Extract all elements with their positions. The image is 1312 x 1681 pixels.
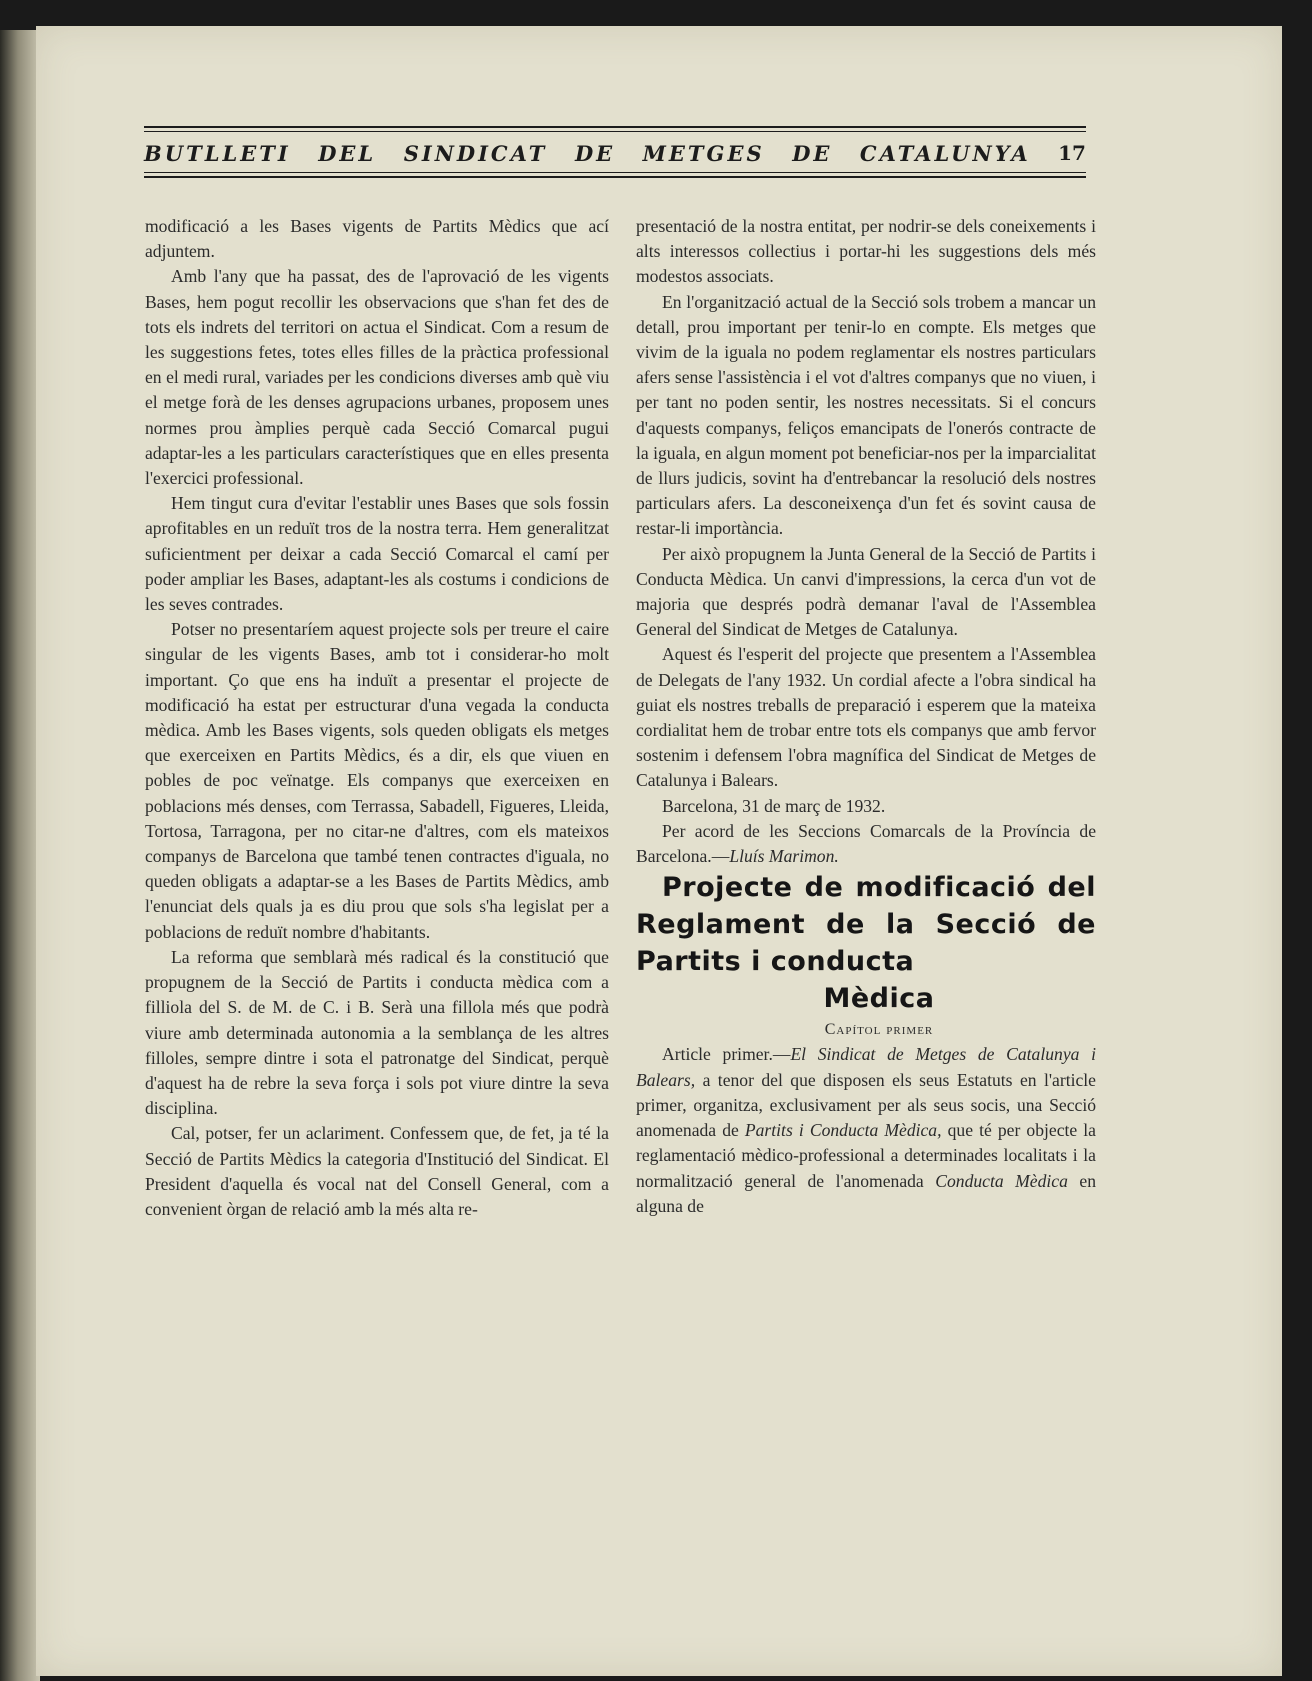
paragraph: modificació a les Bases vigents de Partits Mèdics que ací adjuntem. [145, 216, 609, 262]
header-word: DE [792, 140, 833, 166]
header-word: DEL [318, 140, 377, 166]
book-spine-edge [0, 30, 40, 1681]
article-italic: Conducta Mèdica [935, 1170, 1068, 1191]
paragraph: Hem tingut cura d'evitar l'establir unes Bases que sols fossin aprofitables en un reduït tros de la nostra terra. Hem generalitzat suficientment per deixar a cada Secció Comarcal el camí per poder ampliar les Bases, adaptant-les als costums i condicions de les seves contrades. [145, 493, 609, 615]
signature-name: Lluís Marimon. [729, 846, 839, 867]
article-italic: Partits i Conducta Mèdica, [744, 1120, 942, 1141]
running-header [144, 138, 1086, 168]
paragraph-continuation: presentació de la nostra entitat, per nodrir-se dels coneixements i alts interessos collectius i portar-hi les suggestions dels més modestos associats. [636, 216, 1096, 287]
header-rule-top [144, 126, 1086, 128]
paragraph: La reforma que semblarà més radical és la constitució que propugnem de la Secció de Partits i conducta mèdica com a filliola del S. de M. de C. i B. Serà una fillola més que podrà viure amb determinada autonomia a la semblança de les altres filloles, sempre dintre i sota el patronatge del Sindicat, perquè d'aquest ha de rebre la seva força i sols pot viure dintre la seva disciplina. [145, 946, 609, 1119]
header-word: DE [574, 140, 616, 166]
header-rule-top-thin [144, 131, 1086, 132]
article-text: que té per objecte la reglamentació mèdico-professional a determinades localitats i la normalització general de l'anomenada [636, 1120, 1096, 1191]
right-column [636, 214, 1096, 1219]
left-column [145, 214, 609, 1222]
paragraph: En l'organització actual de la Secció sols trobem a mancar un detall, prou important per tenir-lo en compte. Els metges que vivim de la iguala no podem reglamentar els nostres particulars afers sense l'assistència i el vot d'altres companys que no viuen, i per tant no poden sentir, les nostres necessitats. Si el concurs d'aquests companys, feliços emancipats de l'onerós contracte de la iguala, en algun moment pot beneficiar-nos per la imparcialitat de llurs judicis, sovint ha d'entrebancar la resolució dels nostres particulars afers. La desconeixença d'un fet és sovint causa de restar-li importància. [636, 291, 1096, 539]
article-italic: El Sindicat de Metges de Catalunya i Balears, [636, 1044, 1096, 1090]
paragraph: Potser no presentaríem aquest projecte sols per treure el caire singular de les vigents Bases, amb tot i considerar-ho molt important. Ço que ens ha induït a presentar el projecte de modificació ha estat per estructurar d'una vegada la conducta mèdica. Amb les Bases vigents, sols queden obligats els metges que exerceixen en Partits Mèdics, és a dir, els que viuen en pobles de poc veïnatge. Els companys que exerceixen en poblacions més denses, com Terrassa, Sabadell, Figueres, Lleida, Tortosa, Tarragona, per no citar-ne d'altres, com els mateixos companys de Barcelona que també tenen contractes d'iguala, no queden obligats a adaptar-se a les Bases de Partits Mèdics, amb l'enunciat dels quals ja es diu prou que sols s'ha legislat per a poblacions de reduït nombre d'habitants. [145, 619, 609, 942]
paragraph: Per això propugnem la Junta General de la Secció de Partits i Conducta Mèdica. Un canvi d'impressions, la cerca d'un vot de majoria que després podrà demanar l'aval de l'Assemblea General del Sindicat de Metges de Catalunya. [636, 543, 1096, 640]
article-paragraph [636, 1042, 1096, 1218]
article-text: en alguna de [636, 1170, 1097, 1216]
paragraph-date: Barcelona, 31 de març de 1932. [662, 795, 886, 816]
article-text: a tenor del que disposen els seus Estatuts en l'article primer, organitza, exclusivament per als seus socis, una Secció anomenada de [636, 1069, 1096, 1141]
paragraph: Amb l'any que ha passat, des de l'aprovació de les vigents Bases, hem pogut recollir les observacions que s'han fet des de tots els indrets del territori on actua el Sindicat. Com a resum de les suggestions fetes, totes elles filles de la pràctica professional en el medi rural, variades per les condicions diverses amb què viu el metge forà de les denses agrupacions urbanes, proposem unes normes prou àmplies perquè cada Secció Comarcal pugui adaptar-les a les particulars característiques que en elles presenta l'exercici professional. [145, 266, 609, 489]
paragraph: Aquest és l'esperit del projecte que presentem a l'Assemblea de Delegats de l'any 1932. Un cordial afecte a l'obra sindical ha guiat els nostres treballs de preparació i esperem que la mateixa cordialitat hem de trobar entre tots els companys que amb fervor sostenim i defensem l'obra magnífica del Sindicat de Metges de Catalunya i Balears. [636, 644, 1096, 791]
header-word: CATALUNYA [859, 140, 1031, 166]
article-label: Article primer.— [662, 1044, 791, 1065]
section-title [636, 869, 1096, 1017]
header-word: BUTLLETI [144, 140, 291, 166]
header-rule-bottom [144, 176, 1086, 178]
header-word: METGES [642, 140, 765, 166]
section-title-last: Mèdica [823, 983, 935, 1015]
page-number: 17 [1058, 141, 1086, 165]
section-title-main: Projecte de modificació del Reglament de la Secció de Partits i conducta [636, 872, 1096, 978]
header-rule-bottom-thin [144, 172, 1086, 173]
chapter-heading: Capítol primer [824, 1021, 934, 1039]
paragraph: Cal, potser, fer un aclariment. Confessem que, de fet, ja té la Secció de Partits Mèdics la categoria d'Institució del Sindicat. El President d'aquella és vocal nat del Consell General, com a convenient òrgan de relació amb la més alta re- [145, 1123, 609, 1219]
signature-line [636, 819, 1096, 869]
header-word: SINDICAT [403, 140, 548, 166]
signature-prefix: Per acord de les Seccions Comarcals de la Província de Barcelona.— [636, 820, 1096, 867]
